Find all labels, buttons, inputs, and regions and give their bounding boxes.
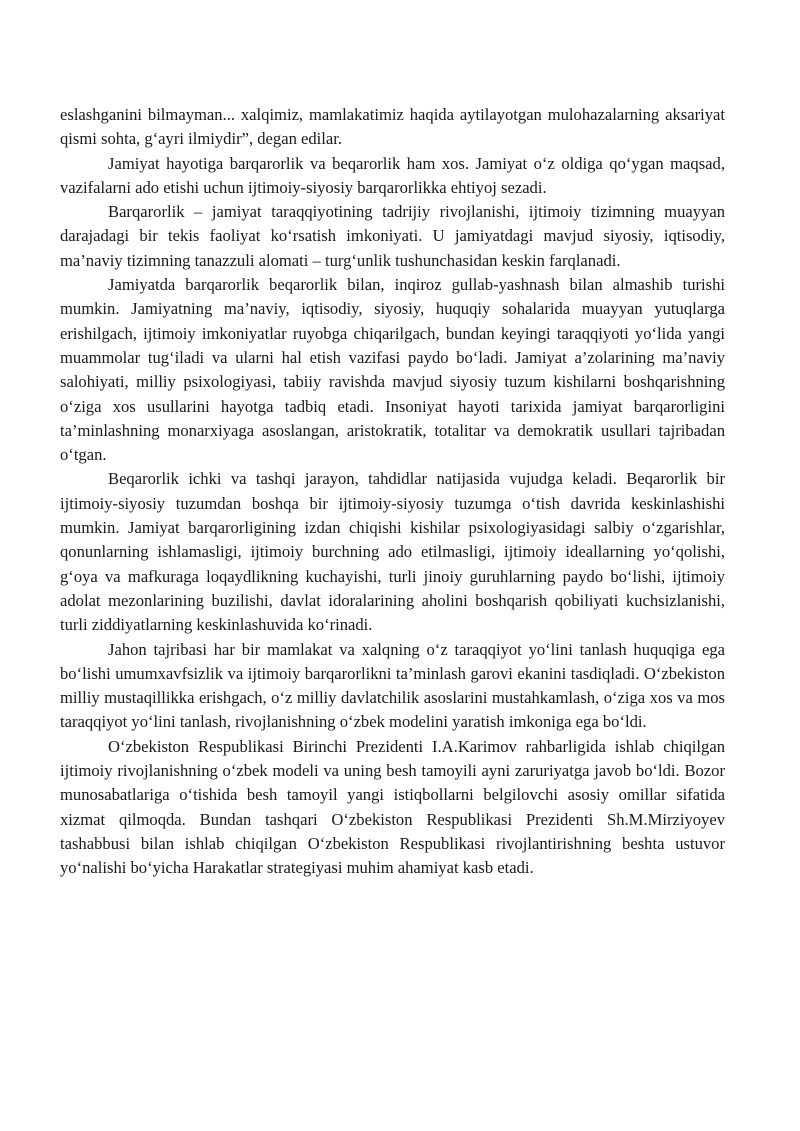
paragraph-instability: Beqarorlik ichki va tashqi jarayon, tahdidlar natijasida vujudga keladi. Beqarorlik bir ijtimoiy-siyosiy tuzumdan boshqa bir ijtimoiy-siyosiy tuzumga o‘tish davrida keskinlashishi mumkin. Jamiyat barqarorligining izdan chiqishi kishilar psixologiyasidagi salbiy o‘zgarishlar, qonunlarning ishlamasligi, ijtimoiy burchning ado etilmasligi, ijtimoiy ideallarning yo‘qolishi, g‘oya va mafkuraga loqaydlikning kuchayishi, turli jinoiy guruhlarning paydo bo‘lishi, ijtimoiy adolat mezonlarining buzilishi, davlat idoralarining aholini boshqarish qobiliyati kuchsizlanishi, turli ziddiyatlarning keskinlashuvida ko‘rinadi. bbox=[60, 469, 725, 635]
paragraph-stability-need: Jamiyat hayotiga barqarorlik va beqarorlik ham xos. Jamiyat o‘z oldiga qo‘ygan maqsad, vazifalarni ado etishi uchun ijtimoiy-siyosiy barqarorlikka ehtiyoj sezadi. bbox=[60, 153, 725, 197]
paragraph-uzbek-model: O‘zbekiston Respublikasi Birinchi Prezidenti I.A.Karimov rahbarligida ishlab chiqilgan ijtimoiy rivojlanishning o‘zbek modeli va uning besh tamoyili ayni zaruriyatga javob bo‘ldi. Bozor munosabatlariga o‘tishida besh tamoyil yangi istiqbollarni belgilovchi asosiy omillar sifatida xizmat qilmoqda. Bundan tashqari O‘zbekiston Respublikasi Prezidenti Sh.M.Mirziyoyev tashabbusi bilan ishlab chiqilgan O‘zbekiston Respublikasi rivojlantirishning beshta ustuvor yo‘nalishi bo‘yicha Harakatlar strategiyasi muhim ahamiyat kasb etadi. bbox=[60, 736, 725, 878]
document-page bbox=[60, 103, 725, 881]
paragraph-stability-definition: Barqarorlik – jamiyat taraqqiyotining tadrijiy rivojlanishi, ijtimoiy tizimning muayyan darajadagi bir tekis faoliyat ko‘rsatish imkoniyati. U jamiyatdagi mavjud siyosiy, iqtisodiy, ma’naviy tizimning tanazzuli alomati – turg‘unlik tushunchasidan keskin farqlanadi. bbox=[60, 202, 725, 270]
paragraph-world-experience: Jahon tajribasi har bir mamlakat va xalqning o‘z taraqqiyot yo‘lini tanlash huquqiga ega bo‘lishi umumxavfsizlik va ijtimoiy barqarorlikni ta’minlash garovi ekanini tasdiqladi. O‘zbekiston milliy mustaqillikka erishgach, o‘z milliy davlatchilik asoslarini mustahkamlash, o‘ziga xos va mos taraqqiyot yo‘lini tanlash, rivojlanishning o‘zbek modelini yaratish imkoniga ega bo‘ldi. bbox=[60, 639, 725, 732]
paragraph-continuation: eslashganini bilmayman... xalqimiz, mamlakatimiz haqida aytilayotgan mulohazalarning aksariyat qismi sohta, g‘ayri ilmiydir”, degan edilar. bbox=[60, 105, 725, 149]
paragraph-stability-alternation: Jamiyatda barqarorlik beqarorlik bilan, inqiroz gullab-yashnash bilan almashib turishi mumkin. Jamiyatning ma’naviy, iqtisodiy, siyosiy, huquqiy sohalarida muayyan yutuqlarga erishilgach, ijtimoiy imkoniyatlar ruyobga chiqarilgach, bundan keyingi taraqqiyoti yo‘lida yangi muammolar tug‘iladi va ularni hal etish vazifasi paydo bo‘ladi. Jamiyat a’zolarining ma’naviy salohiyati, milliy psixologiyasi, tabiiy ravishda mavjud siyosiy tuzum kishilarni boshqarishning o‘ziga xos usullarini hayotga tadbiq etadi. Insoniyat hayoti tarixida jamiyat barqarorligini ta’minlashning monarxiyaga asoslangan, aristokratik, totalitar va demokratik usullari tajribadan o‘tgan. bbox=[60, 275, 725, 465]
